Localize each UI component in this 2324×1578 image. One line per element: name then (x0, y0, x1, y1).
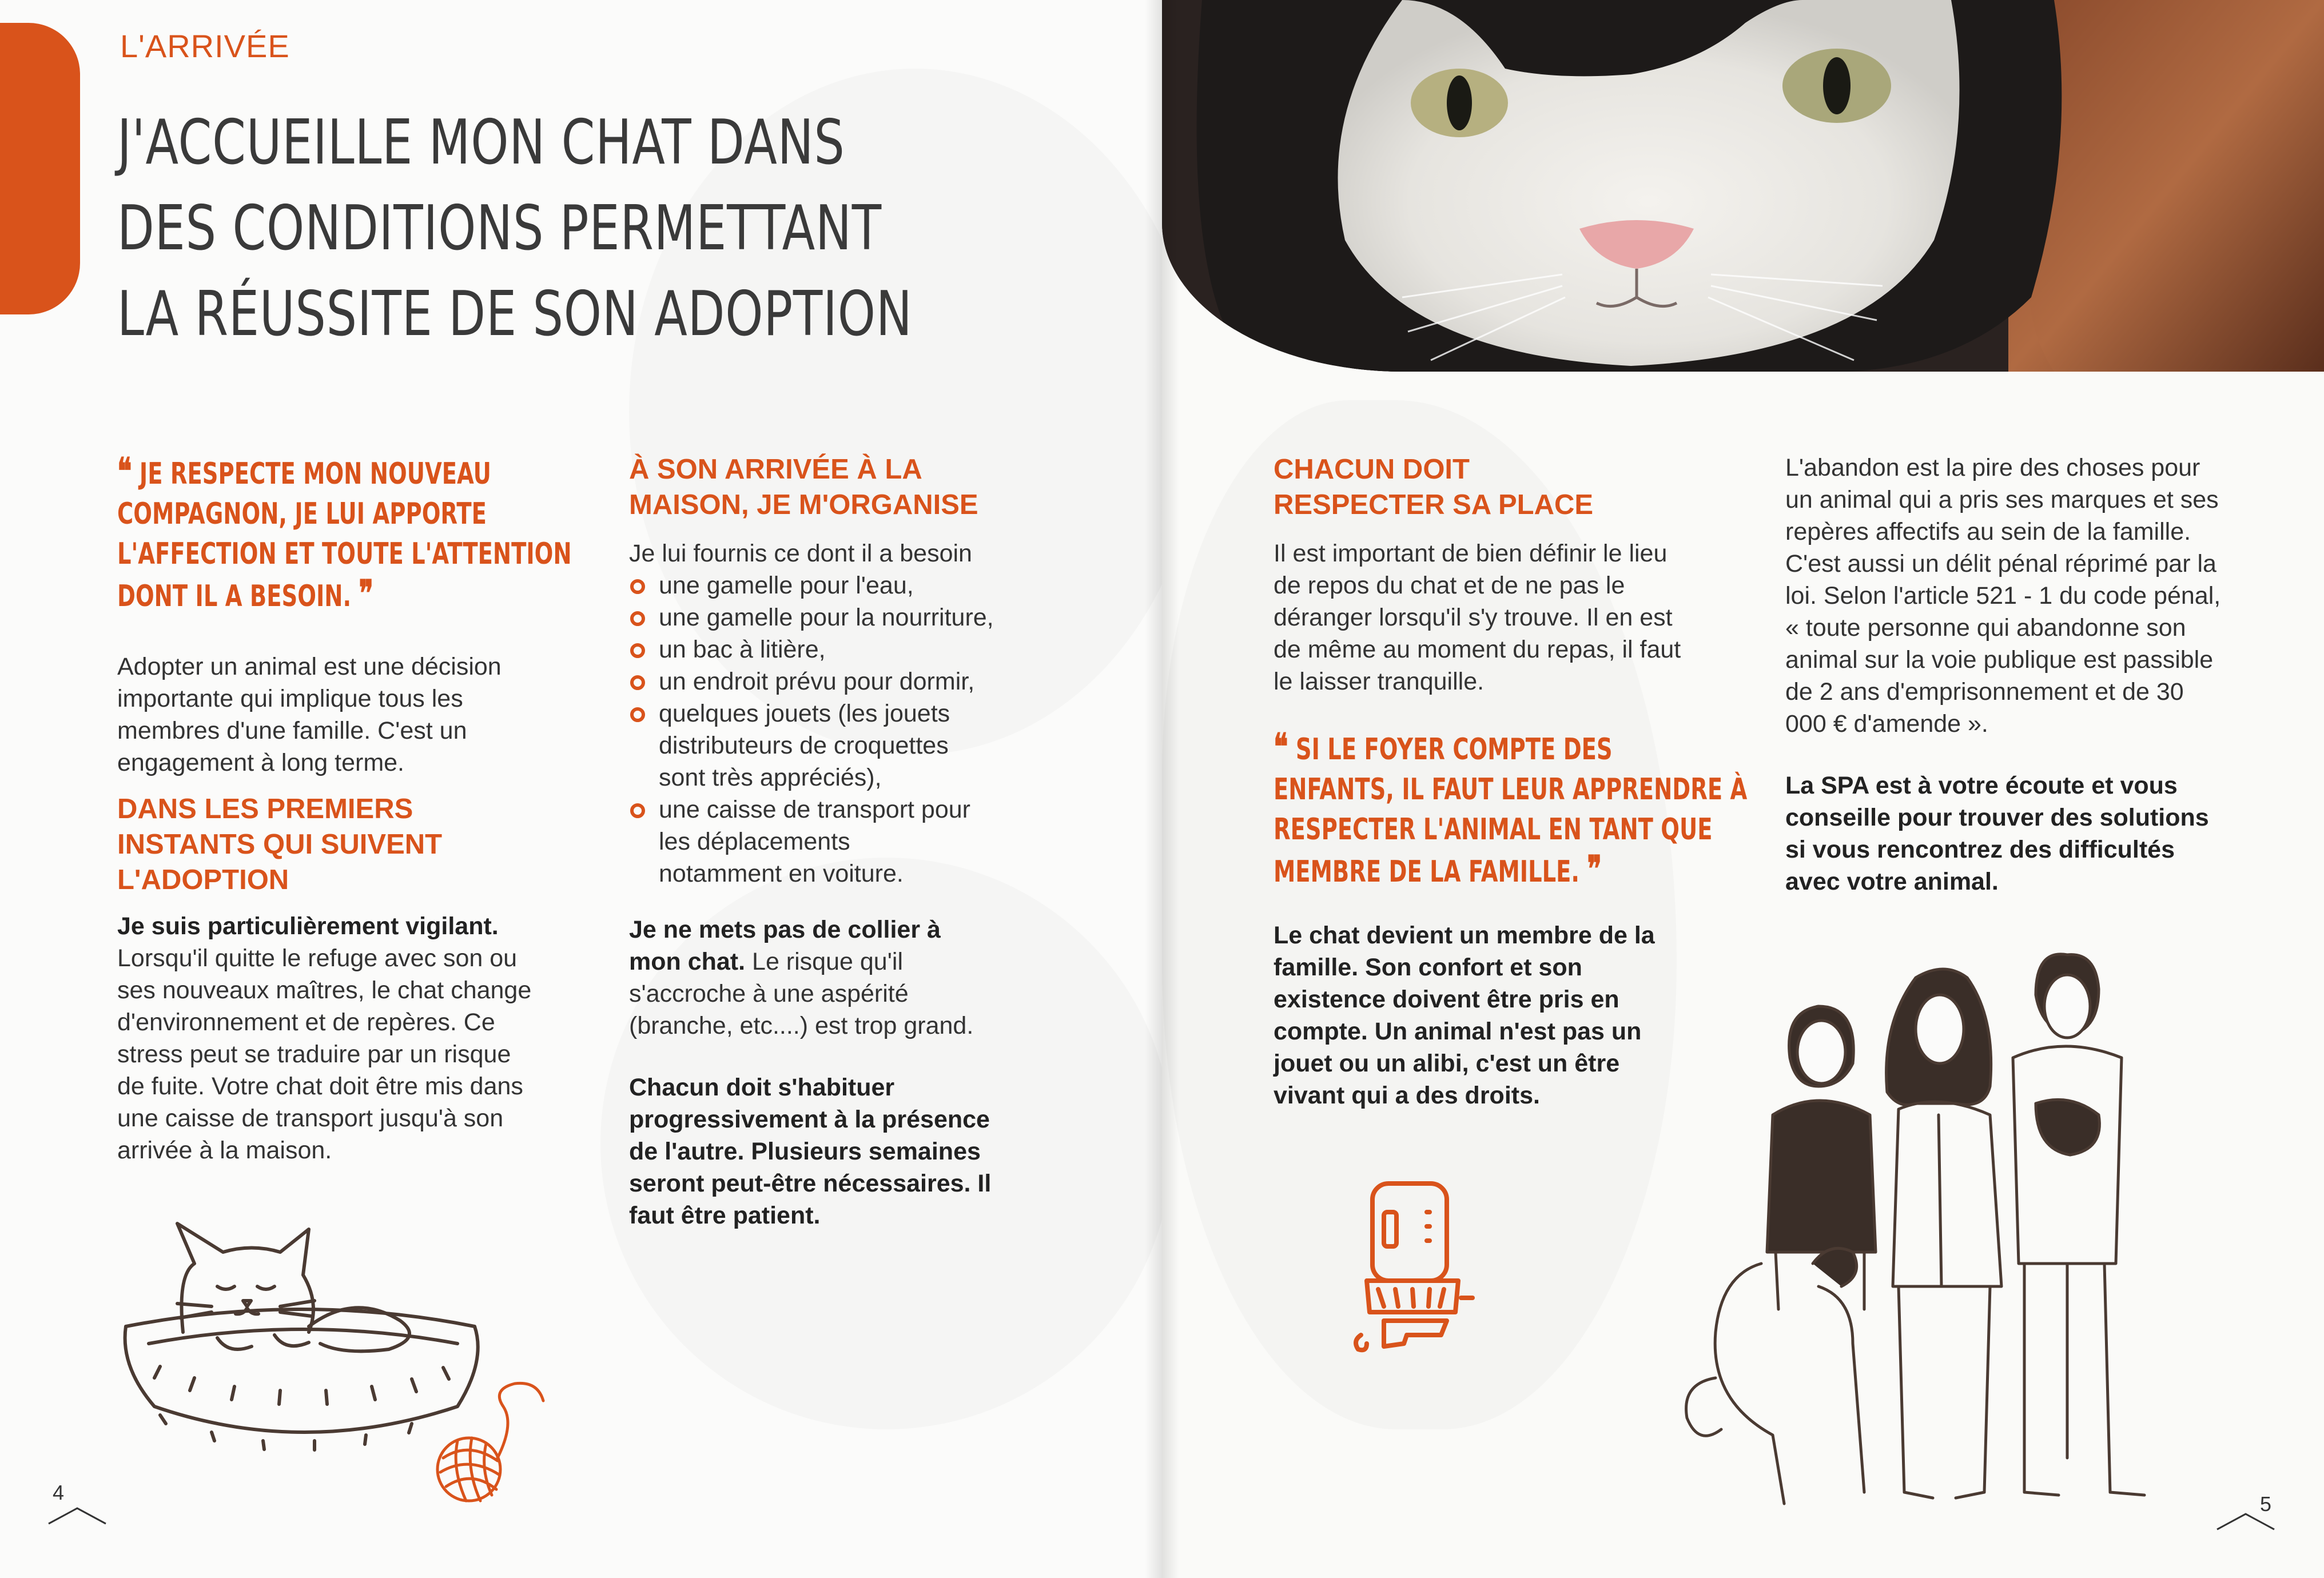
section-tab (0, 23, 80, 314)
bullet-icon (630, 707, 645, 722)
intro-paragraph: Adopter un animal est une décision importante qui implique tous les membres d'une famille. C'est un engagement à long terme. (117, 653, 502, 776)
page-title (117, 100, 913, 357)
quote-open-icon: ❝ (1274, 726, 1288, 768)
left-column-2 (629, 452, 1041, 1232)
quote-line: ENFANTS, IL FAUT LEUR APPRENDRE À (1274, 772, 1748, 807)
quote-line: JE RESPECTE MON NOUVEAU (139, 457, 491, 491)
bullet-icon (630, 675, 645, 690)
quote-close-icon: ❞ (359, 572, 373, 615)
spa-paragraph: La SPA est à votre écoute et vous conseille pour trouver des solutions si vous rencontrez des difficultés avec votre animal. (1785, 772, 2209, 895)
quote-line: MEMBRE DE LA FAMILLE. (1274, 855, 1580, 889)
collar-lead: Je ne mets pas de collier à mon chat. (629, 916, 941, 975)
quote-line: COMPAGNON, JE LUI APPORTE (117, 497, 487, 531)
list-item: quelques jouets (les jouets distributeurs de croquettes sont très appréciés), (629, 698, 990, 794)
first-moments-paragraph (117, 910, 540, 1166)
list-item: un endroit prévu pour dormir, (629, 666, 1041, 698)
page-gutter (1145, 0, 1179, 1578)
page-corner-icon (2214, 1509, 2277, 1532)
quote-line: RESPECTER L'ANIMAL EN TANT QUE (1274, 812, 1713, 847)
quote-open-icon: ❝ (117, 450, 132, 493)
page-corner-icon (46, 1504, 109, 1527)
place-paragraph: Il est important de bien définir le lieu de repos du chat et de ne pas le déranger lorsqu'il s'y trouve. Il en est de même au moment du repas, il faut le laisser tranquille. (1274, 540, 1681, 695)
bullet-icon (630, 643, 645, 658)
left-column-1 (117, 450, 572, 1166)
quote-line: L'AFFECTION ET TOUTE L'ATTENTION (117, 537, 572, 571)
right-column-2 (1785, 452, 2243, 898)
bullet-icon (630, 803, 645, 818)
page-number: 4 (53, 1481, 65, 1504)
collar-paragraph (629, 914, 995, 1042)
yarn-ball-icon (423, 1372, 560, 1509)
quote-line: DONT IL A BESOIN. (117, 579, 352, 613)
arrival-intro: Je lui fournis ce dont il a besoin (629, 540, 972, 567)
first-moments-heading: DANS LES PREMIERS INSTANTS QUI SUIVENT L'ADOPTION (117, 794, 443, 895)
arrival-heading: À SON ARRIVÉE À LA MAISON, JE M'ORGANISE (629, 454, 978, 520)
pull-quote (1274, 726, 1748, 892)
title-line: J'ACCUEILLE MON CHAT DANS (117, 107, 845, 178)
section-label: L'ARRIVÉE (120, 28, 290, 64)
collar-body: Le risque qu'il s'accroche à une aspérité (branche, etc....) est trop grand. (629, 948, 974, 1039)
first-moments-lead: Je suis particulièrement vigilant. (117, 912, 499, 940)
abandon-paragraph: L'abandon est la pire des choses pour un animal qui a pris ses marques et ses repères affectifs au sein de la famille. C'est aussi un délit pénal réprimé par la loi. Selon l'article 521 - 1 du code pénal, « toute personne qui abandonne son animal sur la voie publique est passible de 2 ans d'emprisonnement et de 30 000 € d'amende ». (1785, 454, 2221, 738)
supplies-list (629, 569, 1041, 890)
bullet-icon (630, 579, 645, 594)
list-item: une gamelle pour la nourriture, (629, 601, 1041, 633)
page-number: 5 (2260, 1492, 2272, 1516)
quote-close-icon: ❞ (1587, 848, 1602, 891)
cat-photo-art (1162, 0, 2324, 372)
right-column-1 (1274, 452, 1748, 1111)
patience-paragraph: Chacun doit s'habituer progressivement à la présence de l'autre. Plusieurs semaines seront peut-être nécessaires. Il faut être patient. (629, 1074, 992, 1229)
pull-quote (117, 450, 572, 616)
list-item: une gamelle pour l'eau, (629, 569, 1041, 601)
place-heading: CHACUN DOIT RESPECTER SA PLACE (1274, 454, 1594, 520)
title-line: DES CONDITIONS PERMETTANT (117, 193, 882, 264)
first-moments-body: Lorsqu'il quitte le refuge avec son ou ses nouveaux maîtres, le chat change d'environnement et de repères. Ce stress peut se traduire par un risque de fuite. Votre chat doit être mis dans une caisse de transport jusqu'à son arrivée à la maison. (117, 945, 532, 1164)
title-line: LA RÉUSSITE DE SON ADOPTION (117, 278, 913, 350)
family-paragraph: Le chat devient un membre de la famille. Son confort et son existence doivent être pris en compte. Un animal n'est pas un jouet ou un alibi, c'est un être vivant qui a des droits. (1274, 922, 1655, 1109)
list-item: une caisse de transport pour les déplacements notamment en voiture. (629, 794, 979, 890)
list-item: un bac à litière, (629, 633, 1041, 666)
family-with-pets-illustration (1647, 943, 2162, 1521)
cat-photo (1162, 0, 2324, 372)
bullet-icon (630, 611, 645, 626)
cat-food-dispenser-icon (1350, 1178, 1487, 1361)
quote-line: SI LE FOYER COMPTE DES (1295, 732, 1613, 767)
